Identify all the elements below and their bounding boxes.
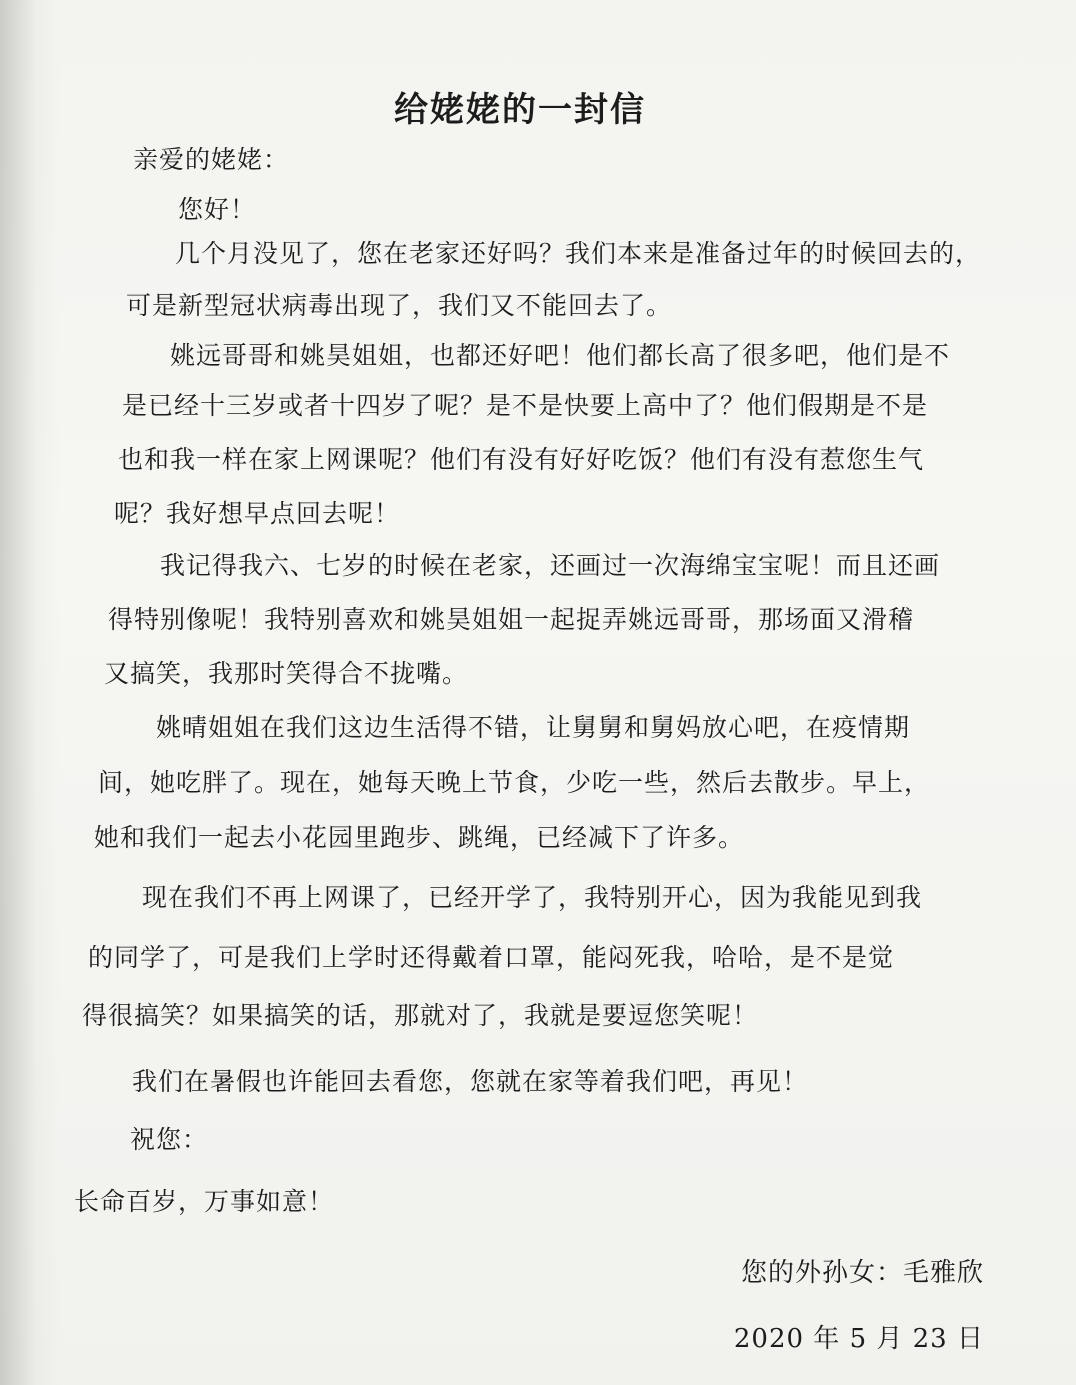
- greeting: 您好！: [178, 195, 257, 224]
- letter-line: 我记得我六、七岁的时候在老家，还画过一次海绵宝宝呢！而且还画: [160, 551, 941, 580]
- letter-line: 姚远哥哥和姚昊姐姐，也都还好吧！他们都长高了很多吧，他们是不: [170, 341, 951, 370]
- letter-line: 得特别像呢！我特别喜欢和姚昊姐姐一起捉弄姚远哥哥，那场面又滑稽: [108, 605, 915, 634]
- letter-line: 得很搞笑？如果搞笑的话，那就对了，我就是要逗您笑呢！: [82, 1001, 759, 1030]
- letter-line: 她和我们一起去小花园里跑步、跳绳，已经减下了许多。: [94, 823, 745, 852]
- letter-line: 间，她吃胖了。现在，她每天晚上节食，少吃一些，然后去散步。早上，: [98, 768, 931, 797]
- letter-line: 可是新型冠状病毒出现了，我们又不能回去了。: [126, 291, 673, 320]
- letter-title: 给姥姥的一封信: [394, 90, 646, 130]
- letter-line: 又搞笑，我那时笑得合不拢嘴。: [104, 659, 469, 688]
- closing-wish: 长命百岁，万事如意！: [74, 1187, 335, 1216]
- page-edge-shadow: [0, 0, 60, 1385]
- salutation: 亲爱的姥姥：: [133, 145, 290, 174]
- letter-line: 呢？我好想早点回去呢！: [114, 499, 401, 528]
- letter-line: 现在我们不再上网课了，已经开学了，我特别开心，因为我能见到我: [142, 883, 923, 912]
- letter-line: 是已经十三岁或者十四岁了呢？是不是快要上高中了？他们假期是不是: [122, 391, 929, 420]
- signature: 您的外孙女：毛雅欣: [740, 1258, 984, 1288]
- letter-line: 的同学了，可是我们上学时还得戴着口罩，能闷死我，哈哈，是不是觉: [88, 943, 895, 972]
- letter-line: 我们在暑假也许能回去看您，您就在家等着我们吧，再见！: [132, 1067, 809, 1096]
- letter-line: 姚晴姐姐在我们这边生活得不错，让舅舅和舅妈放心吧，在疫情期: [156, 713, 911, 742]
- letter-line: 也和我一样在家上网课呢？他们有没有好好吃饭？他们有没有惹您生气: [118, 445, 925, 474]
- letter-date: 2020 年 5 月 23 日: [733, 1324, 984, 1354]
- closing-wish-intro: 祝您：: [130, 1125, 209, 1154]
- letter-line: 几个月没见了，您在老家还好吗？我们本来是准备过年的时候回去的，: [175, 239, 982, 268]
